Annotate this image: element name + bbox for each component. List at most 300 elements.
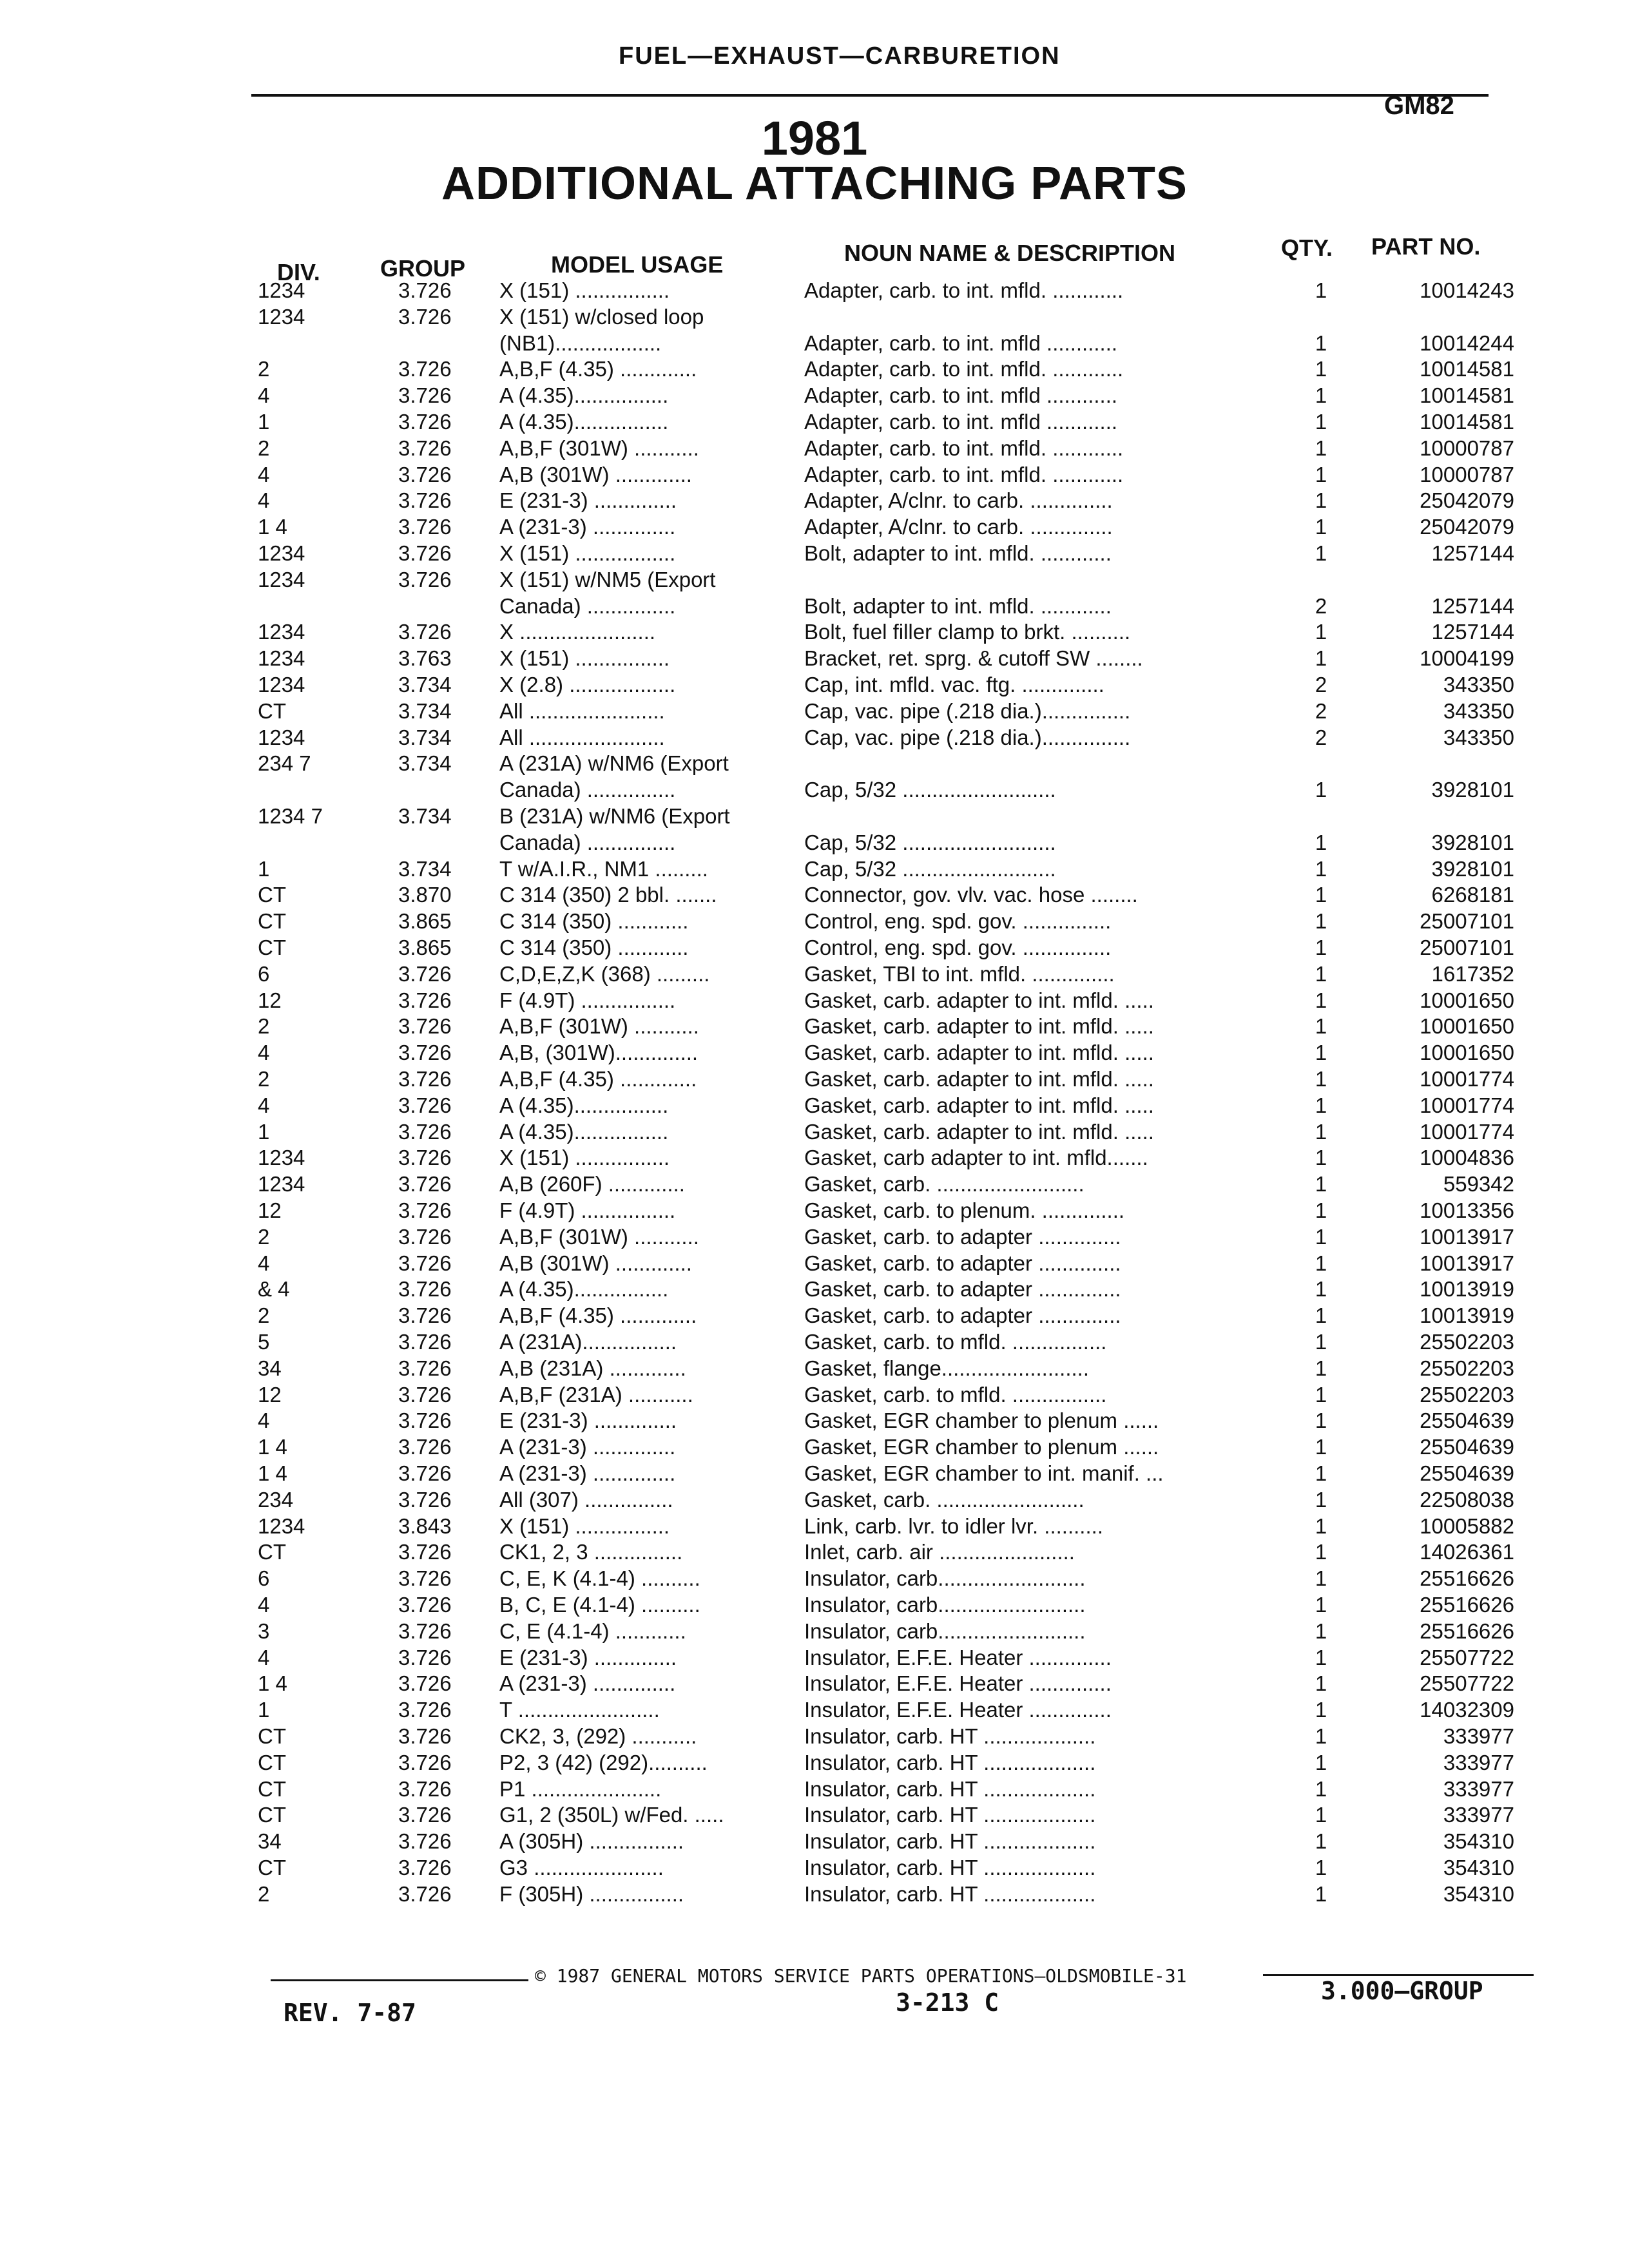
cell-model: X (151) ................: [499, 1514, 670, 1538]
cell-qty: 1: [1315, 1671, 1327, 1696]
cell-div: 1234 7: [258, 804, 323, 828]
cell-model: A,B (231A) .............: [499, 1356, 686, 1380]
cell-group: 3.726: [398, 1093, 452, 1117]
cell-div: 4: [258, 1645, 270, 1669]
cell-qty: 1: [1315, 1566, 1327, 1591]
cell-div: 1234: [258, 673, 305, 697]
cell-div: 1234: [258, 567, 305, 591]
cell-noun: Gasket, carb. to adapter ..............: [804, 1277, 1121, 1302]
cell-model: C, E, K (4.1-4) ..........: [499, 1566, 700, 1591]
cell-noun: Adapter, carb. to int. mfld. ............: [804, 436, 1124, 460]
cell-part: 10013919: [1420, 1303, 1514, 1328]
cell-noun: Cap, 5/32 ..........................: [804, 830, 1056, 854]
cell-part: 25504639: [1420, 1408, 1514, 1433]
cell-qty: 1: [1315, 541, 1327, 565]
cell-qty: 1: [1315, 1382, 1327, 1407]
cell-part: 10000787: [1420, 436, 1514, 460]
cell-div: 6: [258, 1566, 270, 1591]
cell-qty: 1: [1315, 1172, 1327, 1196]
cell-part: 6268181: [1431, 883, 1514, 907]
cell-noun: Gasket, carb. to adapter ..............: [804, 1303, 1121, 1328]
cell-qty: 1: [1315, 1041, 1327, 1065]
cell-noun: Gasket, carb. to adapter ..............: [804, 1224, 1121, 1249]
cell-noun: Cap, 5/32 ..........................: [804, 778, 1056, 802]
cell-model: (NB1)..................: [499, 331, 662, 355]
cell-part: 333977: [1443, 1776, 1514, 1801]
cell-noun: Inlet, carb. air .......................: [804, 1540, 1075, 1564]
cell-model: X .......................: [499, 620, 656, 644]
cell-div: 1234: [258, 1514, 305, 1538]
cell-noun: Insulator, E.F.E. Heater ..............: [804, 1671, 1112, 1696]
page-title: ADDITIONAL ATTACHING PARTS: [441, 158, 1188, 209]
cell-qty: 1: [1315, 488, 1327, 513]
cell-group: 3.843: [398, 1514, 452, 1538]
cell-qty: 1: [1315, 830, 1327, 854]
cell-part: 25504639: [1420, 1435, 1514, 1459]
cell-model: A,B (301W) .............: [499, 462, 692, 486]
cell-qty: 1: [1315, 1251, 1327, 1275]
cell-model: A (231A)................: [499, 1330, 677, 1354]
cell-part: 25516626: [1420, 1593, 1514, 1617]
cell-part: 10004199: [1420, 646, 1514, 671]
cell-qty: 1: [1315, 909, 1327, 934]
cell-div: 4: [258, 1593, 270, 1617]
cell-group: 3.726: [398, 488, 452, 513]
cell-noun: Gasket, carb. adapter to int. mfld. .....: [804, 1093, 1154, 1117]
cell-div: 5: [258, 1330, 270, 1354]
cell-group: 3.726: [398, 988, 452, 1012]
cell-part: 1257144: [1431, 593, 1514, 618]
cell-div: 1: [258, 1119, 270, 1144]
cell-group: 3.726: [398, 567, 452, 591]
cell-div: 1234: [258, 304, 305, 329]
cell-qty: 1: [1315, 1645, 1327, 1669]
cell-div: 1: [258, 1698, 270, 1722]
cell-model: A (231-3) ..............: [499, 1671, 676, 1696]
cell-noun: Gasket, carb. .........................: [804, 1172, 1084, 1196]
cell-model: E (231-3) ..............: [499, 488, 677, 513]
cell-group: 3.726: [398, 1330, 452, 1354]
cell-part: 25502203: [1420, 1382, 1514, 1407]
cell-part: 10013919: [1420, 1277, 1514, 1302]
cell-noun: Gasket, carb. .........................: [804, 1487, 1084, 1512]
cell-noun: Link, carb. lvr. to idler lvr. ..........: [804, 1514, 1103, 1538]
cell-div: CT: [258, 1776, 286, 1801]
cell-div: 12: [258, 1382, 282, 1407]
cell-noun: Adapter, carb. to int. mfld ............: [804, 383, 1118, 408]
cell-noun: Bracket, ret. sprg. & cutoff SW ........: [804, 646, 1143, 671]
cell-div: CT: [258, 1856, 286, 1879]
cell-group: 3.726: [398, 1277, 452, 1302]
cell-part: 354310: [1443, 1856, 1514, 1879]
cell-div: CT: [258, 936, 286, 959]
cell-qty: 1: [1315, 1619, 1327, 1643]
cell-noun: Adapter, carb. to int. mfld. ............: [804, 462, 1124, 486]
cell-noun: Gasket, EGR chamber to int. manif. ...: [804, 1461, 1164, 1485]
cell-group: 3.726: [398, 1198, 452, 1222]
cell-noun: Bolt, adapter to int. mfld. ............: [804, 593, 1112, 618]
cell-group: 3.726: [398, 1881, 452, 1906]
cell-part: 25042079: [1420, 488, 1514, 513]
cell-model: A,B,F (4.35) .............: [499, 1303, 697, 1328]
cell-model: G3 ......................: [499, 1856, 664, 1879]
cell-model: A,B,F (301W) ...........: [499, 1224, 699, 1249]
cell-qty: 1: [1315, 1330, 1327, 1354]
cell-part: 1257144: [1431, 620, 1514, 644]
cell-div: 1234: [258, 620, 305, 644]
cell-model: A (4.35)................: [499, 1093, 669, 1117]
cell-group: 3.726: [398, 1356, 452, 1380]
cell-group: 3.870: [398, 883, 452, 907]
cell-group: 3.726: [398, 620, 452, 644]
cell-group: 3.726: [398, 1041, 452, 1065]
cell-qty: 1: [1315, 410, 1327, 434]
cell-group: 3.734: [398, 673, 452, 697]
cell-qty: 1: [1315, 1698, 1327, 1722]
cell-model: Canada) ...............: [499, 593, 676, 618]
cell-part: 10004836: [1420, 1146, 1514, 1170]
column-header-group: GROUP: [380, 255, 466, 282]
cell-noun: Insulator, carb.........................: [804, 1619, 1086, 1643]
cell-qty: 1: [1315, 961, 1327, 986]
revision-label: REV. 7-87: [284, 1999, 416, 2027]
cell-group: 3.726: [398, 1540, 452, 1564]
cell-noun: Gasket, flange.........................: [804, 1356, 1090, 1380]
cell-part: 3928101: [1431, 830, 1514, 854]
cell-div: 234 7: [258, 751, 311, 776]
cell-noun: Gasket, carb adapter to int. mfld.......: [804, 1146, 1148, 1170]
cell-qty: 1: [1315, 1856, 1327, 1879]
cell-qty: 2: [1315, 673, 1327, 697]
cell-group: 3.726: [398, 304, 452, 329]
cell-noun: Gasket, carb. adapter to int. mfld. .....: [804, 1119, 1154, 1144]
cell-model: X (151) w/closed loop: [499, 304, 704, 329]
cell-model: C,D,E,Z,K (368) .........: [499, 961, 710, 986]
cell-model: A,B, (301W)..............: [499, 1041, 699, 1065]
cell-group: 3.734: [398, 804, 452, 828]
cell-part: 25507722: [1420, 1671, 1514, 1696]
cell-qty: 1: [1315, 1356, 1327, 1380]
cell-model: A (4.35)................: [499, 410, 669, 434]
cell-part: 14026361: [1420, 1540, 1514, 1564]
cell-noun: Insulator, carb. HT ...................: [804, 1881, 1096, 1906]
cell-group: 3.734: [398, 698, 452, 723]
cell-div: 1 4: [258, 1461, 287, 1485]
cell-model: A (4.35)................: [499, 383, 669, 408]
cell-part: 25502203: [1420, 1330, 1514, 1354]
cell-div: 1: [258, 856, 270, 881]
cell-noun: Gasket, EGR chamber to plenum ......: [804, 1408, 1159, 1433]
cell-group: 3.726: [398, 436, 452, 460]
cell-noun: Bolt, adapter to int. mfld. ............: [804, 541, 1112, 565]
cell-model: A,B,F (4.35) .............: [499, 1067, 697, 1091]
cell-part: 10014581: [1420, 357, 1514, 381]
cell-noun: Gasket, carb. to mfld. ................: [804, 1330, 1107, 1354]
cell-part: 10013356: [1420, 1198, 1514, 1222]
cell-part: 10005882: [1420, 1514, 1514, 1538]
cell-qty: 1: [1315, 936, 1327, 959]
cell-div: 1 4: [258, 515, 287, 539]
cell-noun: Insulator, carb. HT ...................: [804, 1750, 1096, 1774]
cell-qty: 1: [1315, 1514, 1327, 1538]
cell-part: 333977: [1443, 1803, 1514, 1827]
cell-noun: Gasket, TBI to int. mfld. ..............: [804, 961, 1115, 986]
cell-div: 1234: [258, 1172, 305, 1196]
cell-group: 3.726: [398, 1487, 452, 1512]
cell-part: 10013917: [1420, 1251, 1514, 1275]
column-header-qty: QTY.: [1281, 235, 1333, 261]
cell-part: 10001774: [1420, 1119, 1514, 1144]
cell-qty: 1: [1315, 1593, 1327, 1617]
cell-group: 3.726: [398, 1671, 452, 1696]
cell-qty: 1: [1315, 646, 1327, 671]
cell-group: 3.726: [398, 1067, 452, 1091]
cell-group: 3.763: [398, 646, 452, 671]
cell-noun: Gasket, carb. to mfld. ................: [804, 1382, 1107, 1407]
cell-part: 333977: [1443, 1724, 1514, 1748]
column-header-div: DIV.: [277, 259, 320, 285]
cell-qty: 1: [1315, 436, 1327, 460]
cell-div: 2: [258, 1224, 270, 1249]
cell-qty: 1: [1315, 1198, 1327, 1222]
cell-noun: Insulator, carb.........................: [804, 1593, 1086, 1617]
cell-model: A (231-3) ..............: [499, 515, 676, 539]
cell-group: 3.726: [398, 1829, 452, 1854]
cell-model: G1, 2 (350L) w/Fed. .....: [499, 1803, 724, 1827]
cell-group: 3.726: [398, 1119, 452, 1144]
cell-div: 2: [258, 436, 270, 460]
cell-div: 234: [258, 1487, 294, 1512]
cell-group: 3.726: [398, 462, 452, 486]
group-label: 3.000—GROUP: [1321, 1977, 1483, 2005]
cell-model: B (231A) w/NM6 (Export: [499, 804, 730, 828]
cell-group: 3.726: [398, 1856, 452, 1879]
cell-group: 3.726: [398, 1014, 452, 1039]
cell-group: 3.734: [398, 751, 452, 776]
cell-group: 3.726: [398, 1224, 452, 1249]
cell-group: 3.726: [398, 278, 452, 302]
cell-noun: Control, eng. spd. gov. ...............: [804, 936, 1112, 959]
cell-noun: Control, eng. spd. gov. ...............: [804, 909, 1112, 934]
cell-noun: Gasket, carb. to plenum. ..............: [804, 1198, 1125, 1222]
cell-div: 6: [258, 961, 270, 986]
cell-qty: 1: [1315, 1724, 1327, 1748]
cell-group: 3.734: [398, 725, 452, 749]
cell-qty: 1: [1315, 462, 1327, 486]
cell-div: 1234: [258, 1146, 305, 1170]
cell-div: 1 4: [258, 1671, 287, 1696]
cell-group: 3.726: [398, 961, 452, 986]
cell-part: 25516626: [1420, 1566, 1514, 1591]
cell-model: Canada) ...............: [499, 830, 676, 854]
cell-noun: Insulator, carb.........................: [804, 1566, 1086, 1591]
page-year: 1981: [761, 111, 868, 165]
cell-noun: Cap, vac. pipe (.218 dia.)...............: [804, 698, 1131, 723]
cell-model: A (4.35)................: [499, 1119, 669, 1144]
cell-div: 2: [258, 1303, 270, 1328]
cell-qty: 1: [1315, 331, 1327, 355]
cell-qty: 1: [1315, 1461, 1327, 1485]
cell-noun: Gasket, carb. adapter to int. mfld. .....: [804, 1014, 1154, 1039]
cell-div: 1234: [258, 278, 305, 302]
cell-noun: Adapter, carb. to int. mfld. ............: [804, 357, 1124, 381]
cell-part: 10014244: [1420, 331, 1514, 355]
cell-div: 3: [258, 1619, 270, 1643]
cell-noun: Gasket, carb. adapter to int. mfld. .....: [804, 1067, 1154, 1091]
cell-group: 3.726: [398, 1435, 452, 1459]
cell-model: F (4.9T) ................: [499, 988, 676, 1012]
cell-group: 3.726: [398, 1619, 452, 1643]
cell-qty: 1: [1315, 1014, 1327, 1039]
cell-noun: Adapter, A/clnr. to carb. ..............: [804, 488, 1113, 513]
cell-noun: Connector, gov. vlv. vac. hose ........: [804, 883, 1138, 907]
cell-qty: 2: [1315, 698, 1327, 723]
cell-model: All .......................: [499, 725, 665, 749]
cell-div: 4: [258, 383, 270, 408]
cell-group: 3.726: [398, 1593, 452, 1617]
cell-div: 4: [258, 1041, 270, 1065]
cell-model: X (151) ................: [499, 1146, 670, 1170]
cell-div: 1234: [258, 646, 305, 671]
cell-part: 10014581: [1420, 410, 1514, 434]
cell-model: A (4.35)................: [499, 1277, 669, 1302]
cell-noun: Bolt, fuel filler clamp to brkt. ..........: [804, 620, 1131, 644]
cell-div: CT: [258, 1540, 286, 1564]
cell-group: 3.726: [398, 1566, 452, 1591]
cell-qty: 1: [1315, 1277, 1327, 1302]
cell-group: 3.726: [398, 1146, 452, 1170]
cell-div: 4: [258, 1408, 270, 1433]
column-header-part: PART NO.: [1371, 233, 1481, 260]
cell-div: & 4: [258, 1277, 290, 1302]
cell-div: CT: [258, 1724, 286, 1748]
cell-div: 2: [258, 1881, 270, 1906]
cell-qty: 2: [1315, 725, 1327, 749]
cell-model: A (231A) w/NM6 (Export: [499, 751, 729, 776]
cell-part: 22508038: [1420, 1487, 1514, 1512]
cell-div: 4: [258, 488, 270, 513]
cell-part: 343350: [1443, 673, 1514, 697]
cell-div: CT: [258, 883, 286, 907]
catalog-code: GM82: [1384, 91, 1454, 120]
cell-part: 25007101: [1420, 936, 1514, 959]
cell-part: 25507722: [1420, 1645, 1514, 1669]
cell-noun: Gasket, carb. adapter to int. mfld. .....: [804, 988, 1154, 1012]
cell-model: A (305H) ................: [499, 1829, 684, 1854]
cell-qty: 1: [1315, 1067, 1327, 1091]
cell-qty: 1: [1315, 1487, 1327, 1512]
cell-qty: 1: [1315, 1881, 1327, 1906]
cell-model: A,B (260F) .............: [499, 1172, 685, 1196]
cell-model: X (151) .................: [499, 541, 676, 565]
cell-qty: 1: [1315, 988, 1327, 1012]
cell-group: 3.726: [398, 1803, 452, 1827]
cell-part: 333977: [1443, 1750, 1514, 1774]
cell-div: 34: [258, 1829, 282, 1854]
cell-part: 25502203: [1420, 1356, 1514, 1380]
cell-model: CK1, 2, 3 ...............: [499, 1540, 683, 1564]
footer-rule-right: [1263, 1974, 1534, 1976]
cell-group: 3.726: [398, 383, 452, 408]
cell-div: 1234: [258, 725, 305, 749]
cell-qty: 1: [1315, 1303, 1327, 1328]
cell-model: F (4.9T) ................: [499, 1198, 676, 1222]
cell-model: X (151) w/NM5 (Export: [499, 567, 716, 591]
cell-qty: 1: [1315, 1119, 1327, 1144]
cell-qty: 1: [1315, 1408, 1327, 1433]
cell-qty: 1: [1315, 1224, 1327, 1249]
footer-rule-left: [271, 1979, 528, 1981]
cell-model: P2, 3 (42) (292)..........: [499, 1750, 708, 1774]
cell-part: 10001650: [1420, 1014, 1514, 1039]
cell-model: B, C, E (4.1-4) ..........: [499, 1593, 700, 1617]
cell-part: 10014243: [1420, 278, 1514, 302]
cell-noun: Cap, vac. pipe (.218 dia.)...............: [804, 725, 1131, 749]
cell-part: 10000787: [1420, 462, 1514, 486]
cell-model: P1 ......................: [499, 1776, 662, 1801]
cell-part: 25007101: [1420, 909, 1514, 934]
cell-div: CT: [258, 909, 286, 934]
cell-model: C 314 (350) ............: [499, 909, 689, 934]
cell-noun: Gasket, carb. to adapter ..............: [804, 1251, 1121, 1275]
cell-model: CK2, 3, (292) ...........: [499, 1724, 697, 1748]
cell-qty: 2: [1315, 593, 1327, 618]
cell-part: 343350: [1443, 725, 1514, 749]
cell-part: 10013917: [1420, 1224, 1514, 1249]
cell-group: 3.726: [398, 515, 452, 539]
cell-div: CT: [258, 1803, 286, 1827]
cell-part: 14032309: [1420, 1698, 1514, 1722]
cell-part: 10001650: [1420, 988, 1514, 1012]
cell-qty: 1: [1315, 1093, 1327, 1117]
cell-noun: Insulator, carb. HT ...................: [804, 1776, 1096, 1801]
cell-model: T w/A.I.R., NM1 .........: [499, 856, 708, 881]
cell-part: 343350: [1443, 698, 1514, 723]
cell-qty: 1: [1315, 1776, 1327, 1801]
column-header-noun: NOUN NAME & DESCRIPTION: [844, 240, 1176, 266]
cell-model: A (231-3) ..............: [499, 1461, 676, 1485]
cell-part: 10001774: [1420, 1093, 1514, 1117]
cell-div: 1234: [258, 541, 305, 565]
cell-noun: Insulator, carb. HT ...................: [804, 1856, 1096, 1879]
cell-part: 1617352: [1431, 961, 1514, 986]
cell-qty: 1: [1315, 278, 1327, 302]
cell-model: F (305H) ................: [499, 1881, 684, 1906]
cell-part: 10001650: [1420, 1041, 1514, 1065]
cell-qty: 1: [1315, 856, 1327, 881]
cell-qty: 1: [1315, 883, 1327, 907]
cell-part: 10001774: [1420, 1067, 1514, 1091]
cell-noun: Adapter, carb. to int. mfld ............: [804, 331, 1118, 355]
cell-group: 3.726: [398, 1724, 452, 1748]
cell-qty: 1: [1315, 1435, 1327, 1459]
cell-qty: 1: [1315, 1146, 1327, 1170]
header-rule: [251, 94, 1489, 97]
cell-model: A,B (301W) .............: [499, 1251, 692, 1275]
cell-part: 10014581: [1420, 383, 1514, 408]
cell-model: All (307) ...............: [499, 1487, 673, 1512]
cell-noun: Gasket, EGR chamber to plenum ......: [804, 1435, 1159, 1459]
cell-model: A,B,F (231A) ...........: [499, 1382, 693, 1407]
cell-part: 25504639: [1420, 1461, 1514, 1485]
cell-model: C 314 (350) ............: [499, 936, 689, 959]
cell-model: All .......................: [499, 698, 665, 723]
cell-group: 3.726: [398, 357, 452, 381]
cell-part: 25516626: [1420, 1619, 1514, 1643]
section-title: FUEL—EXHAUST—CARBURETION: [619, 43, 1061, 70]
cell-div: 4: [258, 1093, 270, 1117]
cell-model: A,B,F (301W) ...........: [499, 1014, 699, 1039]
